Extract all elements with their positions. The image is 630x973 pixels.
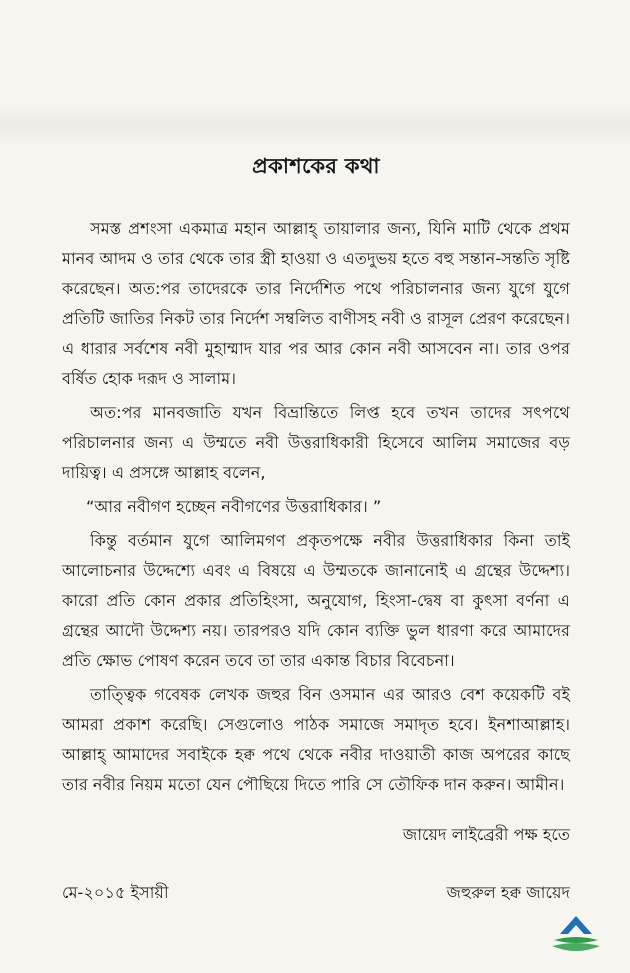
body-text [62,214,570,804]
paragraph-2: অত:পর মানবজাতি যখন বিভ্রান্তিতে লিপ্ত হবে তখন তাদের সৎপথে পরিচালনার জন্য এ উম্মতে নবী উত্তরাধিকারী হিসেবে আলিম সমাজের বড় দায়িত্ব। এ প্রসঙ্গে আল্লাহ বলেন, [62,403,570,482]
page-title: প্রকাশকের কথা [252,154,380,178]
paragraph-4: তাত্ত্বিক গবেষক লেখক জহুর বিন ওসমান এর আরও বেশ কয়েকটি বই আমরা প্রকাশ করেছি। সেগুলোও পাঠক সমাজে সমাদৃত হবে। ইনশাআল্লাহ। আল্লাহ্‌ আমাদের সবাইকে হক্ব পথে থেকে নবীর দাওয়াতী কাজ অপরের কাছে তার নবীর নিয়ম মতো যেন পৌছিয়ে দিতে পারি সে তৌফিক দান করুন। আমীন। [62,685,570,794]
show-through-band [0,105,630,145]
publish-date: মে-২০১৫ ইসায়ী [62,883,169,902]
publisher-name: জহুরুল হক্ব জায়েদ [446,883,570,902]
signature: জায়েদ লাইব্রেরী পক্ষ হতে [402,825,570,844]
paragraph-3: কিন্তু বর্তমান যুগে আলিমগণ প্রকৃতপক্ষে নবীর উত্তরাধিকার কিনা তাই আলোচনার উদ্দেশ্যে এবং এ বিষয়ে এ উম্মতকে জানানোই এ গ্রন্থের উদ্দেশ্য। কারো প্রতি কোন প্রকার প্রতিহিংসা, অনুযোগ, হিংসা-দ্বেষ বা কুৎসা বর্ণনা এ গ্রন্থের আদৌ উদ্দেশ্য নয়। তারপরও যদি কোন ব্যক্তি ভুল ধারণা করে আমাদের প্রতি ক্ষোভ পোষণ করেন তবে তা তার একান্ত বিচার বিবেচনা। [62,531,570,670]
quote: “আর নবীগণ হচ্ছেন নবীগণের উত্তরাধিকার। ” [86,497,382,516]
publisher-logo-icon [546,912,606,960]
paragraph-1: সমস্ত প্রশংসা একমাত্র মহান আল্লাহ্‌ তায়ালার জন্য, যিনি মাটি থেকে প্রথম মানব আদম ও তার থেকে তার স্ত্রী হাওয়া ও এতদুভয় হতে বহু সন্তান-সন্ততি সৃষ্টি করেছেন। অত:পর তাদেরকে তার নির্দেশিত পথে পরিচালনার জন্য যুগে যুগে প্রতিটি জাতির নিকট তার নির্দেশ সম্বলিত বাণীসহ নবী ও রাসূল প্রেরণ করেছেন। এ ধারার সর্বশেষ নবী মুহাম্মাদ যার পর আর কোন নবী আসবেন না। তার ওপর বর্ষিত হোক দরূদ ও সালাম। [62,219,570,388]
